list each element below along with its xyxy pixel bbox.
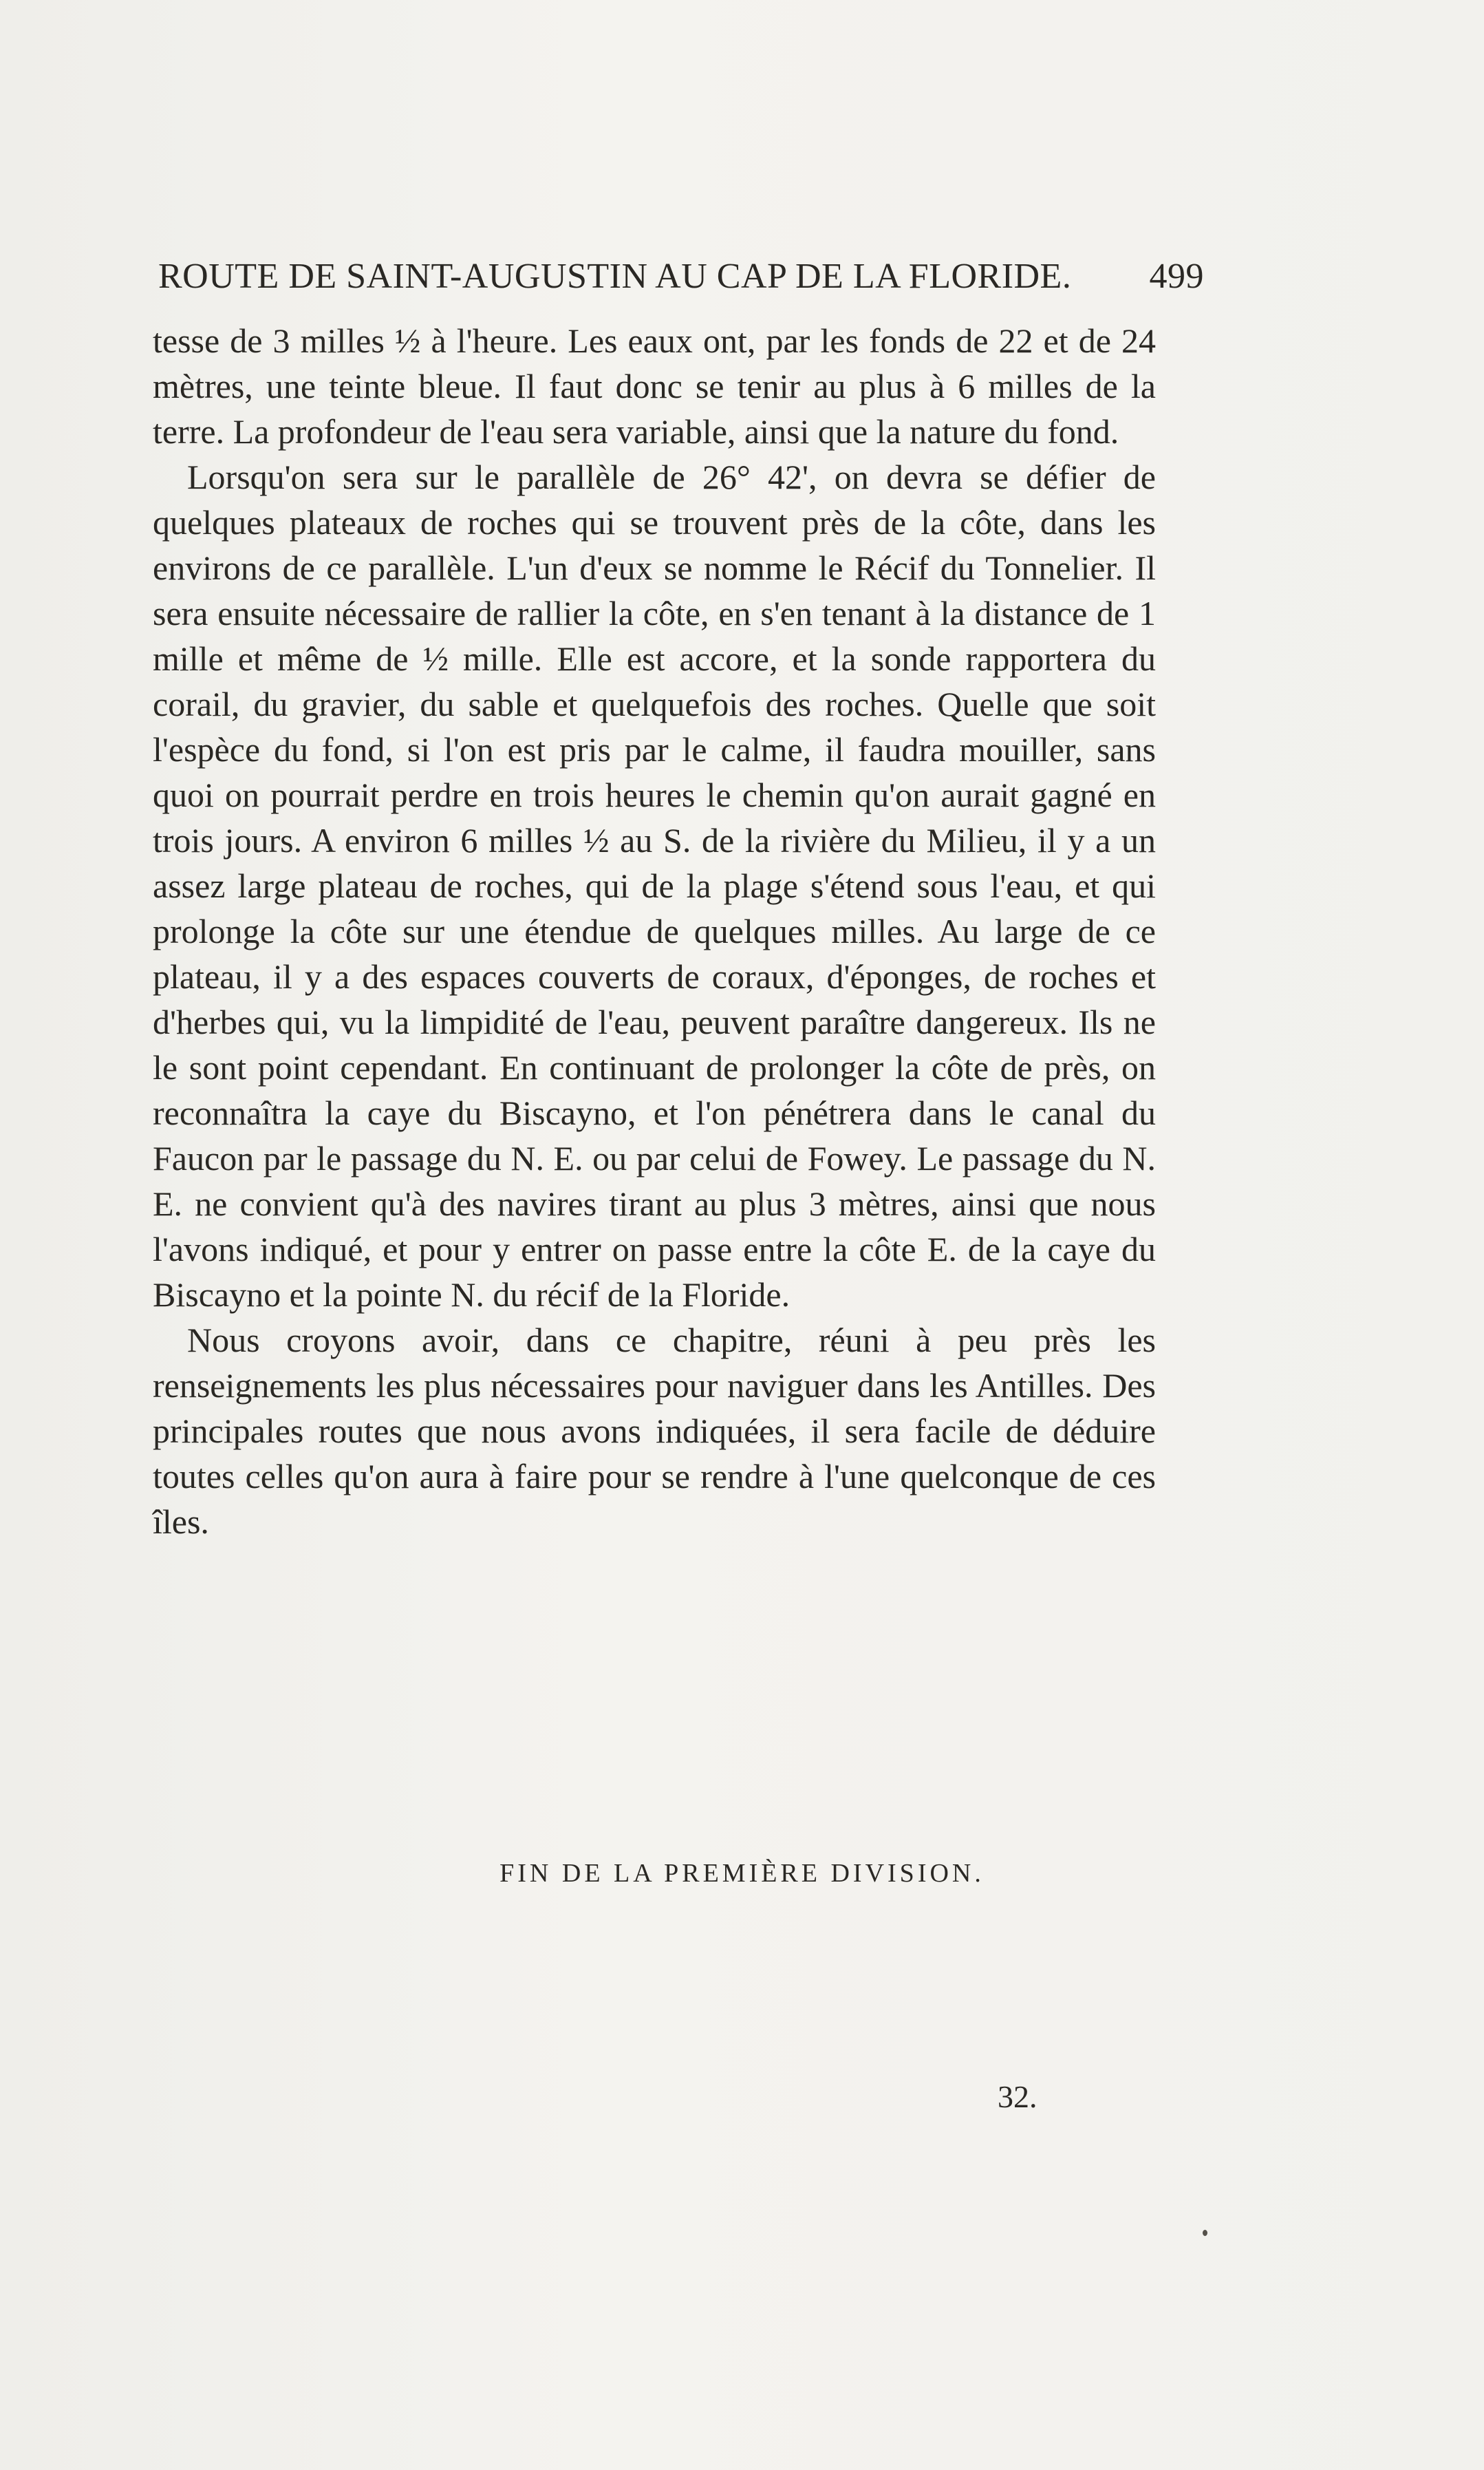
ink-speck: [1203, 2230, 1207, 2236]
running-title: ROUTE DE SAINT-AUGUSTIN AU CAP DE LA FLORIDE.: [158, 257, 1072, 296]
body-text: [153, 318, 1156, 1544]
running-header: [158, 255, 1204, 299]
paragraph-continuation: tesse de 3 milles ½ à l'heure. Les eaux ont, par les fonds de 22 et de 24 mètres, une teinte bleue. Il faut donc se tenir au plus à 6 milles de la terre. La profondeur de l'eau sera variable, ainsi que la nature du fond.: [153, 321, 1156, 451]
end-of-division-note: FIN DE LA PREMIÈRE DIVISION.: [499, 1859, 985, 1888]
paragraph-conclusion: Nous croyons avoir, dans ce chapitre, réuni à peu près les renseignements les plus nécessaires pour naviguer dans les Antilles. Des principales routes que nous avons indiquées, il sera facile de déduire toutes celles qu'on aura à faire pour se rendre à l'une quelconque de ces îles.: [153, 1321, 1156, 1541]
paragraph-route: Lorsqu'on sera sur le parallèle de 26° 42', on devra se défier de quelques plateaux de roches qui se trouvent près de la côte, dans les environs de ce parallèle. L'un d'eux se nomme le Récif du Tonnelier. Il sera ensuite nécessaire de rallier la côte, en s'en tenant à la distance de 1 mille et même de ½ mille. Elle est accore, et la sonde rapportera du corail, du gravier, du sable et quelquefois des roches. Quelle que soit l'espèce du fond, si l'on est pris par le calme, il faudra mouiller, sans quoi on pourrait perdre en trois heures le chemin qu'on aurait gagné en trois jours. A environ 6 milles ½ au S. de la rivière du Milieu, il y a un assez large plateau de roches, qui de la plage s'étend sous l'eau, et qui prolonge la côte sur une étendue de quelques milles. Au large de ce plateau, il y a des espaces couverts de coraux, d'éponges, de roches et d'herbes qui, vu la limpidité de l'eau, peuvent paraître dangereux. Ils ne le sont point cependant. En continuant de prolonger la côte de près, on reconnaîtra la caye du Biscayno, et l'on pénétrera dans le canal du Faucon par le passage du N. E. ou par celui de Fowey. Le passage du N. E. ne convient qu'à des navires tirant au plus 3 mètres, ainsi que nous l'avons indiqué, et pour y entrer on passe entre la côte E. de la caye du Biscayno et la pointe N. du récif de la Floride.: [153, 458, 1156, 1314]
signature-mark: 32.: [998, 2079, 1037, 2114]
page-number: 499: [1149, 257, 1204, 296]
